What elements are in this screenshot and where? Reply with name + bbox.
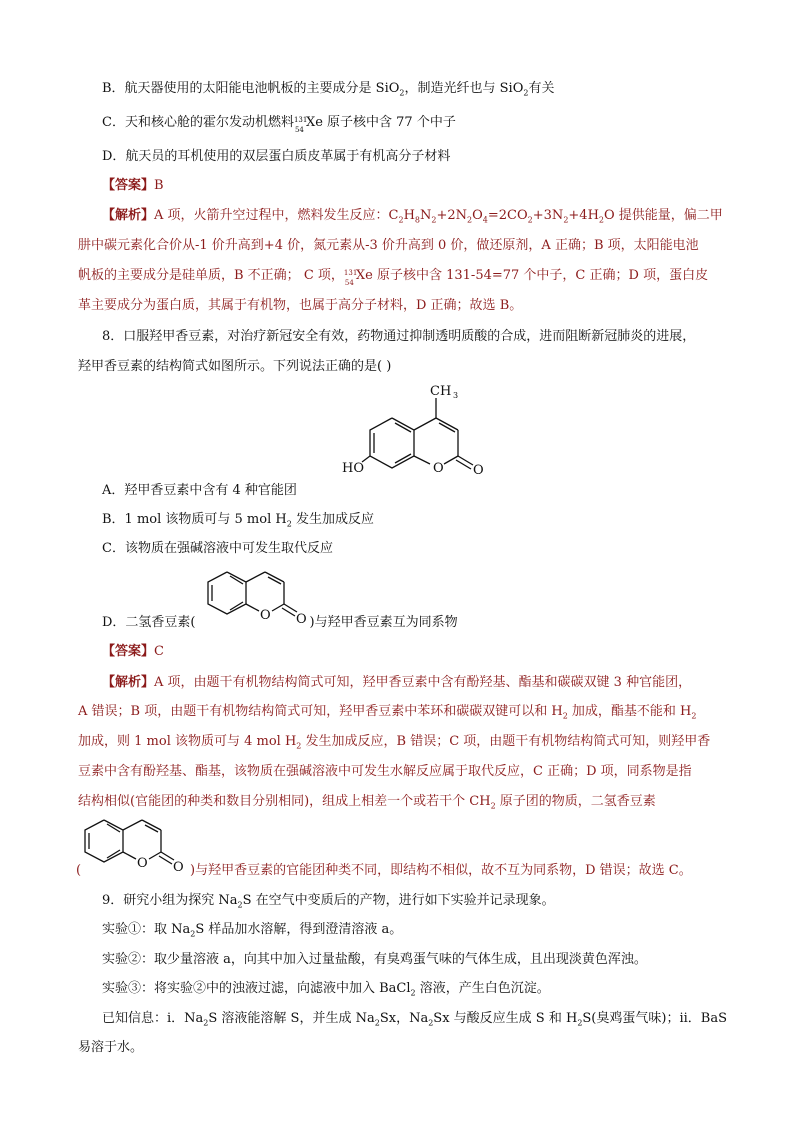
- analysis-1-line1: [102, 207, 752, 225]
- atomic-number: 54: [294, 126, 304, 134]
- q9-known-info-line2: 易溶于水。: [78, 1040, 144, 1055]
- analysis-2-line1: [102, 674, 752, 692]
- carbonyl-oxygen-label: O: [473, 463, 484, 478]
- text: ，制造光纤也与 SiO: [404, 81, 524, 96]
- subscript: 2: [562, 711, 568, 721]
- analysis-1-line2: 肼中碳元素化合价从-1 价升高到+4 价，氮元素从-3 价升高到 0 价，做还原剂，A 正确；B 项，太阳能电池: [78, 238, 699, 253]
- subscript: 2: [203, 1018, 209, 1028]
- text: C．天和核心舱的霍尔发动机燃料: [102, 115, 294, 130]
- subscript: 2: [190, 929, 196, 939]
- nuclide-notation: [293, 114, 308, 134]
- ring-oxygen-label: O: [433, 461, 444, 476]
- text: 加成，则 1 mol 该物质可与 4 mol H: [78, 734, 297, 749]
- mass-number: 131: [343, 269, 358, 277]
- text: 有关: [528, 81, 555, 96]
- q8-option-a: A．羟甲香豆素中含有 4 种官能团: [102, 483, 297, 498]
- subscript: 2: [490, 801, 496, 811]
- text: )与羟甲香豆素互为同系物: [309, 615, 458, 630]
- ch3-label: CH: [430, 384, 452, 399]
- text: 实验③：将实验②中的浊液过滤，向滤液中加入 BaCl: [102, 981, 411, 996]
- text: 加成，酯基不能和 H: [567, 704, 692, 719]
- atomic-number: 54: [344, 279, 354, 287]
- text: 原子团的物质，二氢香豆素: [495, 794, 656, 809]
- q8-option-c: C．该物质在强碱溶液中可发生取代反应: [102, 541, 333, 556]
- subscript: 4: [482, 215, 488, 225]
- subscript: 2: [374, 1018, 380, 1028]
- carbonyl-oxygen-label: O: [296, 612, 307, 627]
- subscript: 2: [410, 988, 416, 998]
- subscript: 2: [398, 215, 404, 225]
- option-d-prev: D．航天员的耳机使用的双层蛋白质皮革属于有机高分子材料: [102, 149, 451, 164]
- text: 发生加成反应: [291, 512, 374, 527]
- text: S 溶液能溶解 S，并生成 Na: [208, 1011, 375, 1026]
- option-b-prev: [102, 80, 752, 98]
- q8-option-b: [102, 511, 752, 529]
- subscript: 8: [414, 215, 421, 225]
- text: D．二氢香豆素(: [102, 615, 196, 630]
- subscript: 2: [577, 1018, 583, 1028]
- text: +4H: [568, 208, 599, 223]
- q9-experiment-3: [102, 980, 752, 998]
- answer-tag: 【答案】: [102, 178, 155, 193]
- hydroxymethylcoumarin-structure: [340, 376, 500, 480]
- analysis-2-line6-open: (: [76, 863, 82, 878]
- analysis-1-line4: 革主要成分为蛋白质，其属于有机物，也属于高分子材料，D 正确；故选 B。: [78, 298, 523, 313]
- text: 帆板的主要成分是硅单质，B 不正确； C 项，: [78, 268, 344, 283]
- q9-experiment-2: 实验②：取少量溶液 a，向其中加入过量盐酸，有臭鸡蛋气味的气体生成，且出现淡黄色浑浊。: [102, 952, 647, 967]
- text: 发生加成反应，B 错误；C 项，由题干有机物结构简式可知，则羟甲香: [301, 734, 711, 749]
- ring-oxygen-label: O: [137, 856, 148, 871]
- answer-tag: 【答案】: [102, 644, 155, 659]
- nuclide-notation: [343, 267, 358, 287]
- analysis-2-line2: [78, 703, 728, 721]
- analysis-2-line6: )与羟甲香豆素的官能团种类不同，即结构不相似，故不互为同系物，D 错误；故选 C。: [190, 863, 692, 878]
- q8-option-d: [102, 614, 752, 632]
- text: N: [420, 208, 432, 223]
- mass-number: 131: [293, 116, 308, 124]
- q8-stem-line2: 羟甲香豆素的结构简式如图所示。下列说法正确的是( ): [78, 359, 392, 374]
- subscript: 2: [428, 1018, 434, 1028]
- subscript: 2: [691, 711, 697, 721]
- answer-value: B: [154, 178, 164, 193]
- text: S 样品加水溶解，得到澄清溶液 a。: [195, 922, 403, 937]
- text: +2N: [436, 208, 468, 223]
- q9-experiment-1: [102, 921, 752, 939]
- text: S 在空气中变质后的产物，进行如下实验并记录现象。: [242, 893, 555, 908]
- analysis-1-line3: [78, 267, 728, 285]
- text: H: [403, 208, 415, 223]
- text: B．航天器使用的太阳能电池帆板的主要成分是 SiO: [102, 81, 400, 96]
- text: B．1 mol 该物质可与 5 mol H: [102, 512, 287, 527]
- subscript: 2: [563, 215, 569, 225]
- analysis-2-line5: [78, 793, 728, 811]
- text: Sx，Na: [379, 1011, 429, 1026]
- text: 溶液，产生白色沉淀。: [415, 981, 550, 996]
- q9-stem: [102, 892, 752, 910]
- text: O 提供能量，偏二甲: [604, 208, 723, 223]
- text: O: [472, 208, 483, 223]
- molecule-bonds: [85, 820, 174, 864]
- answer-2: [102, 643, 752, 661]
- ring-oxygen-label: O: [260, 608, 271, 623]
- subscript: 2: [431, 215, 437, 225]
- analysis-2-line4: 豆素中含有酚羟基、酯基，该物质在强碱溶液中可发生水解反应属于取代反应，C 正确；D 项，同系物是指: [78, 764, 692, 779]
- text: A 项，由题干有机物结构简式可知，羟甲香豆素中含有酚羟基、酯基和碳碳双键 3 种官能团，: [154, 675, 692, 690]
- text: Xe 原子核中含 131-54=77 个中子，C 正确；D 项，蛋白皮: [355, 268, 709, 283]
- text: 结构相似(官能团的种类和数目分别相同)，组成上相差一个或若干个 CH: [78, 794, 491, 809]
- carbonyl-oxygen-label: O: [173, 860, 184, 875]
- molecule-bonds: [362, 398, 473, 469]
- text: Sx 与酸反应生成 S 和 H: [433, 1011, 578, 1026]
- text: =2CO: [487, 208, 528, 223]
- option-c-prev: [102, 114, 752, 132]
- subscript: 2: [286, 519, 292, 529]
- text: +3N: [532, 208, 564, 223]
- molecule-bonds: [208, 572, 297, 616]
- text: S(臭鸡蛋气味)；ii．BaS: [582, 1011, 727, 1026]
- text: Xe 原子核中含 77 个中子: [305, 115, 456, 130]
- analysis-tag: 【解析】: [102, 675, 155, 690]
- text: 9．研究小组为探究 Na: [102, 893, 238, 908]
- q9-known-info: [102, 1010, 752, 1028]
- ch3-subscript: 3: [453, 391, 459, 400]
- text: A 项，火箭升空过程中，燃料发生反应：C: [154, 208, 399, 223]
- analysis-2-line3: [78, 733, 728, 751]
- subscript: 2: [237, 900, 243, 910]
- analysis-tag: 【解析】: [102, 208, 155, 223]
- subscript: 2: [399, 88, 405, 98]
- text: 已知信息：i．Na: [102, 1011, 204, 1026]
- subscript: 2: [598, 215, 605, 225]
- answer-value: C: [154, 644, 164, 659]
- subscript: 2: [527, 215, 533, 225]
- ho-label: HO: [342, 461, 364, 476]
- subscript: 2: [467, 215, 473, 225]
- answer-1: [102, 177, 752, 195]
- q8-stem-line1: 8．口服羟甲香豆素，对治疗新冠安全有效，药物通过抑制透明质酸的合成，进而阻断新冠肺炎的进展，: [102, 329, 696, 344]
- subscript: 2: [296, 741, 302, 751]
- text: 实验①：取 Na: [102, 922, 191, 937]
- text: A 错误；B 项，由题干有机物结构简式可知，羟甲香豆素中苯环和碳碳双键可以和 H: [78, 704, 563, 719]
- subscript: 2: [523, 88, 529, 98]
